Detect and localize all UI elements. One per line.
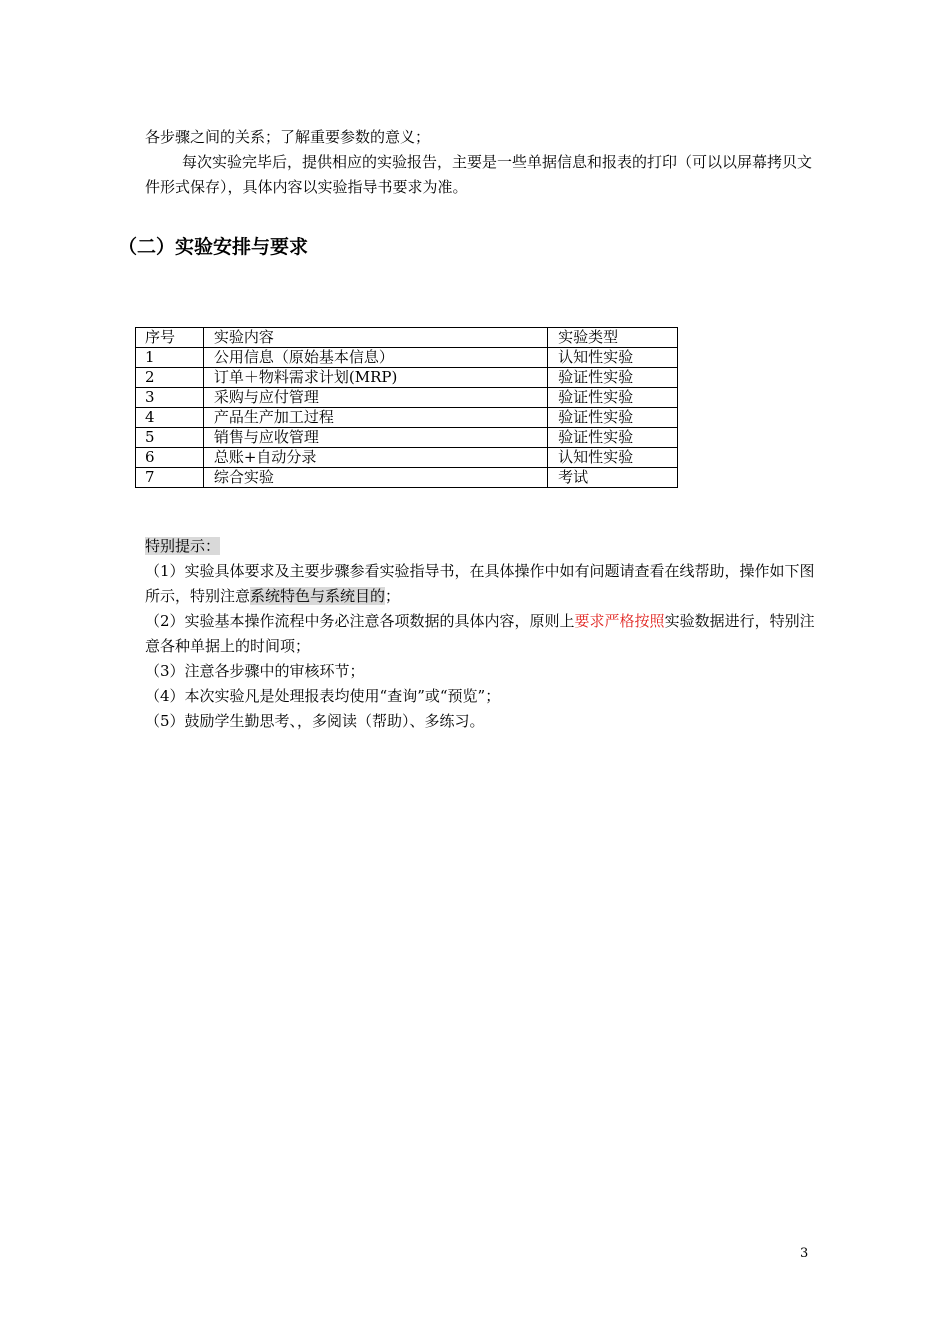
row-number: 4 <box>136 408 204 428</box>
tip-item-1-highlight: 系统特色与系统目的 <box>250 587 386 605</box>
table-row <box>136 408 678 428</box>
row-type: 验证性实验 <box>548 388 678 408</box>
tip-item-2-emphasis: 要求严格按照 <box>574 612 665 630</box>
tip-item-2 <box>145 609 825 659</box>
tip-item-5: （5）鼓励学生勤思考、，多阅读（帮助）、多练习。 <box>145 712 485 730</box>
tip-item-1-end: ； <box>385 587 401 605</box>
header-cell-number: 序号 <box>136 328 204 348</box>
row-content: 综合实验 <box>203 468 547 488</box>
row-content: 公用信息（原始基本信息） <box>203 348 547 368</box>
header-cell-type: 实验类型 <box>548 328 678 348</box>
table-row <box>136 388 678 408</box>
table-row <box>136 348 678 368</box>
tip-item-1-text: （1）实验具体要求及主要步骤参看实验指导书，在具体操作中如有问题请查看在线帮助，操作如下图所示，特别注意 <box>145 562 815 605</box>
row-number: 5 <box>136 428 204 448</box>
row-number: 6 <box>136 448 204 468</box>
tip-item-3: （3）注意各步骤中的审核环节； <box>145 662 365 680</box>
tip-item-1 <box>145 559 825 609</box>
section-heading: （二）实验安排与要求 <box>118 236 309 258</box>
row-type: 考试 <box>548 468 678 488</box>
intro-paragraph: 每次实验完毕后，提供相应的实验报告，主要是一些单据信息和报表的打印（可以以屏幕拷贝文件形式保存），具体内容以实验指导书要求为准。 <box>145 153 813 196</box>
row-type: 验证性实验 <box>548 428 678 448</box>
tips-title-line <box>145 534 825 559</box>
row-type: 认知性实验 <box>548 448 678 468</box>
row-number: 1 <box>136 348 204 368</box>
experiment-plan-table <box>135 327 678 488</box>
row-content: 总账+自动分录 <box>203 448 547 468</box>
row-type: 认知性实验 <box>548 348 678 368</box>
table-row <box>136 448 678 468</box>
page-number: 3 <box>800 1246 809 1261</box>
row-content: 产品生产加工过程 <box>203 408 547 428</box>
intro-line: 各步骤之间的关系；了解重要参数的意义； <box>145 128 431 146</box>
row-content: 采购与应付管理 <box>203 388 547 408</box>
table-row <box>136 428 678 448</box>
special-tips <box>145 534 825 734</box>
tips-title: 特别提示： <box>145 537 221 555</box>
row-type: 验证性实验 <box>548 408 678 428</box>
tip-item-2-end: 实验数据进行，特别注意各种单据上的时间项； <box>145 612 815 655</box>
row-number: 3 <box>136 388 204 408</box>
row-type: 验证性实验 <box>548 368 678 388</box>
row-content: 订单＋物料需求计划(MRP) <box>203 368 547 388</box>
row-number: 7 <box>136 468 204 488</box>
header-cell-content: 实验内容 <box>203 328 547 348</box>
table-row <box>136 468 678 488</box>
tip-item-2-text: （2）实验基本操作流程中务必注意各项数据的具体内容，原则上 <box>145 612 575 630</box>
table-header-row <box>136 328 678 348</box>
table-row <box>136 368 678 388</box>
row-content: 销售与应收管理 <box>203 428 547 448</box>
tip-item-4: （4）本次实验凡是处理报表均使用“查询”或“预览”； <box>145 687 501 705</box>
row-number: 2 <box>136 368 204 388</box>
